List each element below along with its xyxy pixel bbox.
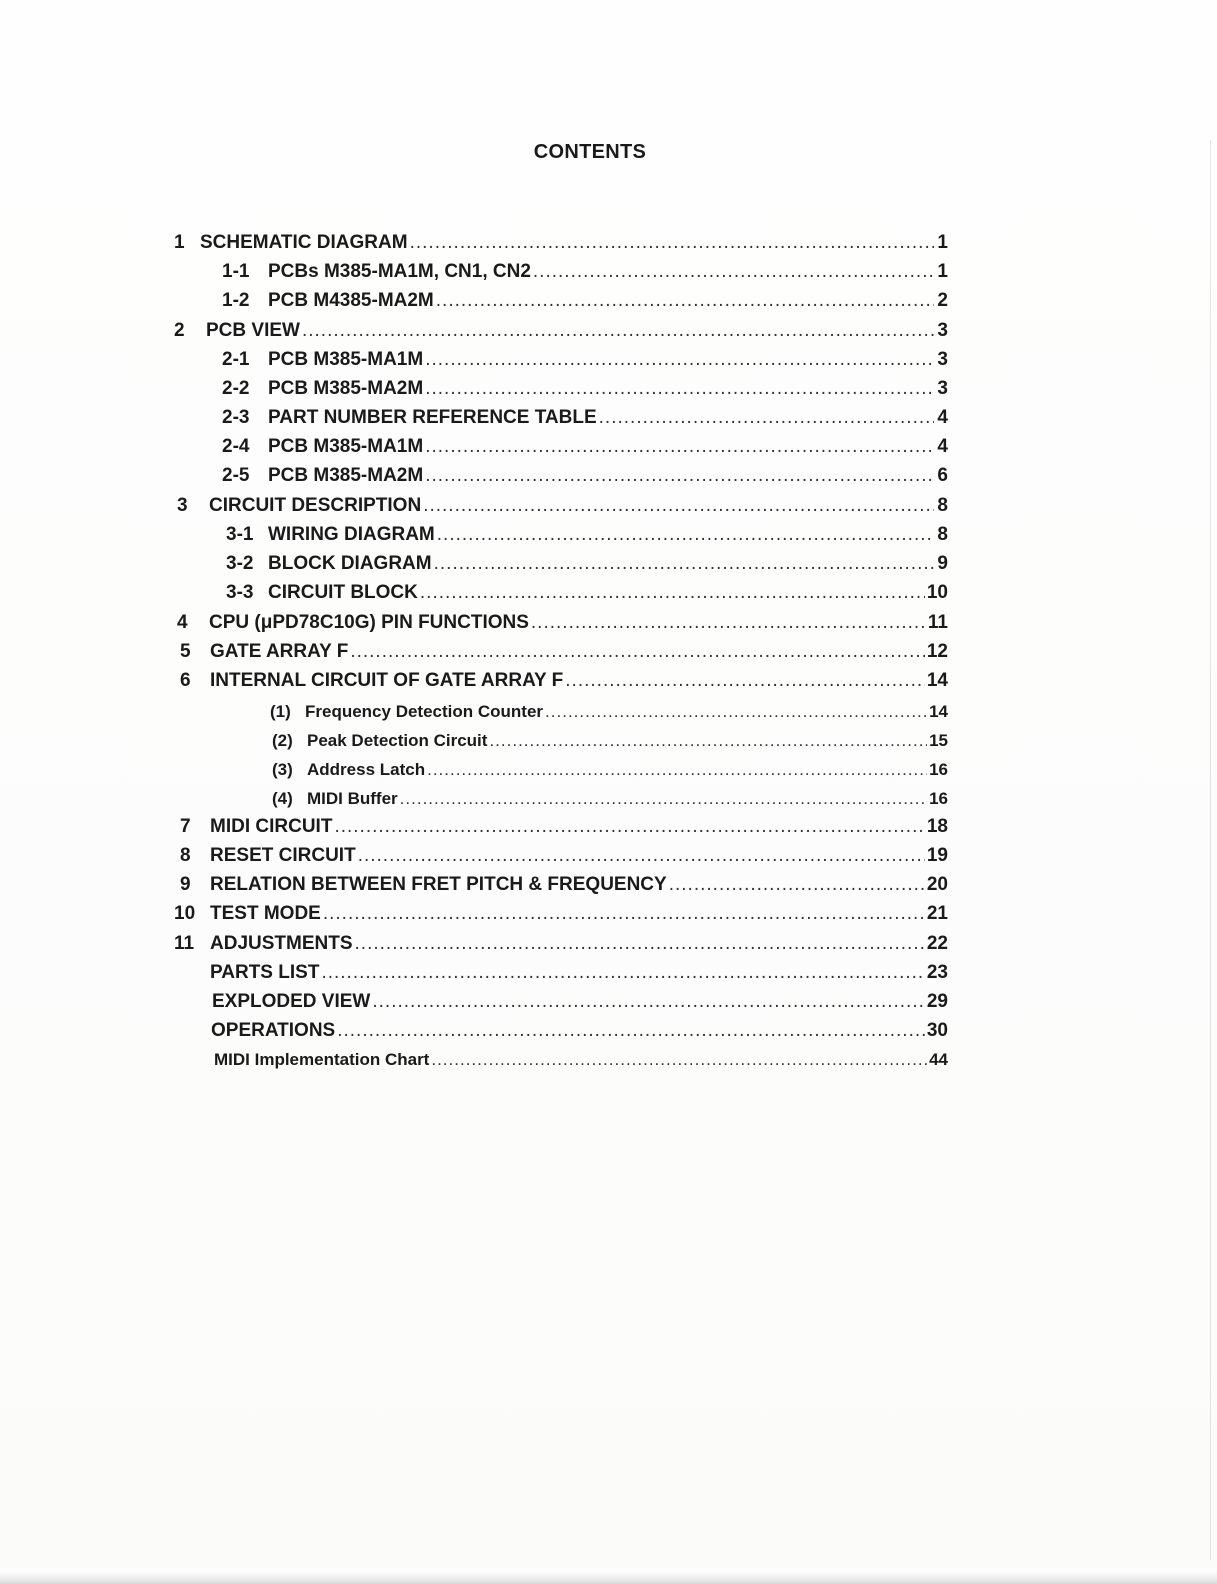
dot-leader [423,495,934,517]
toc-entry [222,261,948,283]
toc-entry-page: 16 [929,760,948,779]
toc-entry [226,582,948,604]
toc-entry-page: 12 [926,641,948,662]
toc-entry [174,933,948,955]
toc-entry-page: 8 [937,524,948,545]
dot-leader [350,641,925,663]
dot-leader [431,1049,927,1071]
toc-entry-page: 3 [937,349,948,370]
toc-entry-title: PCB M4385-MA2M [268,290,434,311]
toc-entry [180,874,948,896]
toc-entry-title: PARTS LIST [210,962,320,983]
toc-entry-title: PCB M385-MA1M [268,349,424,370]
toc-entry-title: INTERNAL CIRCUIT OF GATE ARRAY F [210,670,564,691]
dot-leader [358,845,925,867]
toc-entry [222,349,948,371]
toc-entry-number: 6 [180,670,191,691]
dot-leader [533,261,934,283]
toc-entry-page: 1 [937,261,948,282]
toc-entry-page: 3 [937,378,948,399]
page-bottom-edge [0,1570,1217,1584]
dot-leader [323,903,925,925]
dot-leader [355,933,925,955]
toc-entry-number: 2-2 [222,378,250,399]
toc-entry [272,730,948,752]
toc-entry-page: 30 [926,1020,948,1041]
toc-entry [180,641,948,663]
toc-entry [174,320,948,342]
toc-entry-number: 2-4 [222,436,250,457]
toc-entry-title: PCB M385-MA2M [268,465,424,486]
toc-entry [222,465,948,487]
toc-entry [222,378,948,400]
toc-entry-title: Frequency Detection Counter [305,702,544,721]
toc-entry-number: 2-1 [222,349,250,370]
toc-entry-page: 22 [926,933,948,954]
toc-entry-number: 9 [180,874,191,895]
toc-entry-page: 44 [929,1050,948,1069]
toc-entry-page: 20 [926,874,948,895]
toc-entry-title: PCB M385-MA2M [268,378,424,399]
dot-leader [669,874,925,896]
toc-entry-title: GATE ARRAY F [210,641,349,662]
dot-leader [425,436,934,458]
toc-entry-title: MIDI Buffer [307,789,398,808]
toc-entry-page: 10 [926,582,948,603]
page-title: CONTENTS [533,141,647,163]
dot-leader [410,232,934,254]
toc-entry-number: 2-3 [222,407,250,428]
toc-entry [180,670,948,692]
toc-entry-page: 19 [926,845,948,866]
toc-entry-title: PCBs M385-MA1M, CN1, CN2 [268,261,531,282]
dot-leader [400,788,927,810]
toc-entry [214,1049,948,1071]
toc-entry-title: CIRCUIT BLOCK [268,582,418,603]
toc-entry-title: RESET CIRCUIT [210,845,356,866]
toc-entry [270,701,948,723]
toc-entry-title: TEST MODE [210,903,321,924]
toc-entry-title: PART NUMBER REFERENCE TABLE [268,407,597,428]
toc-entry-title: PCB M385-MA1M [268,436,424,457]
toc-entry-title: ADJUSTMENTS [210,933,353,954]
toc-entry-page: 29 [926,991,948,1012]
toc-entry-page: 21 [926,903,948,924]
toc-entry-title: Address Latch [307,760,426,779]
toc-entry [222,436,948,458]
dot-leader [334,816,924,838]
toc-entry-title: PCB VIEW [206,320,300,341]
toc-entry-page: 16 [929,789,948,808]
toc-entry-number: (2) [272,731,293,750]
toc-entry [211,1020,948,1042]
toc-entry-page: 23 [926,962,948,983]
toc-entry-title: RELATION BETWEEN FRET PITCH & FREQUENCY [210,874,667,895]
toc-entry-number: 11 [174,933,195,954]
toc-entry-title: CIRCUIT DESCRIPTION [209,495,422,516]
toc-entry-page: 14 [929,702,948,721]
toc-entry [177,495,948,517]
toc-entry-number: 10 [174,903,196,924]
toc-entry-number: 2 [174,320,185,341]
toc-entry-page: 8 [937,495,948,516]
dot-leader [372,991,925,1013]
dot-leader [437,524,934,546]
toc-entry [177,612,948,634]
toc-entry-title: BLOCK DIAGRAM [268,553,432,574]
toc-entry [180,845,948,867]
dot-leader [434,553,934,575]
toc-entry [222,290,948,312]
toc-entry-number: (1) [270,702,291,721]
toc-entry-title: MIDI CIRCUIT [210,816,333,837]
toc-entry-number: 7 [180,816,191,837]
dot-leader [489,730,927,752]
toc-entry [212,991,948,1013]
toc-entry [272,759,948,781]
toc-entry-number: 1-2 [222,290,250,311]
toc-entry-number: (4) [272,789,293,808]
toc-entry-title: MIDI Implementation Chart [214,1050,430,1069]
dot-leader [436,290,934,312]
toc-entry-page: 1 [937,232,948,253]
toc-entry-page: 4 [937,436,948,457]
dot-leader [337,1020,925,1042]
toc-entry-title: CPU (μPD78C10G) PIN FUNCTIONS [209,612,529,633]
dot-leader [302,320,934,342]
toc-entry [226,524,948,546]
toc-entry-page: 3 [937,320,948,341]
toc-entry [222,407,948,429]
toc-entry-number: 4 [177,612,188,633]
toc-entry [210,962,948,984]
dot-leader [420,582,925,604]
toc-entry-number: 3 [177,495,188,516]
dot-leader [425,465,934,487]
toc-entry [174,232,948,254]
dot-leader [425,349,934,371]
toc-entry-page: 14 [926,670,948,691]
toc-entry-title: WIRING DIAGRAM [268,524,435,545]
toc-entry-title: OPERATIONS [211,1020,336,1041]
toc-entry-title: Peak Detection Circuit [307,731,488,750]
toc-entry-number: 5 [180,641,191,662]
toc-entry-number: 3-1 [226,524,254,545]
toc-entry-number: 1-1 [222,261,250,282]
toc-entry-page: 9 [937,553,948,574]
toc-entry [174,903,948,925]
toc-entry [226,553,948,575]
dot-leader [565,670,925,692]
toc-entry-page: 18 [926,816,948,837]
toc-entry [272,788,948,810]
dot-leader [531,612,926,634]
toc-entry-number: 8 [180,845,191,866]
dot-leader [545,701,927,723]
toc-entry-number: 3-2 [226,553,254,574]
dot-leader [321,962,924,984]
toc-entry [180,816,948,838]
toc-entry-number: 3-3 [226,582,254,603]
toc-entry-title: EXPLODED VIEW [212,991,371,1012]
toc-entry-page: 6 [937,465,948,486]
toc-entry-page: 15 [929,731,948,750]
toc-entry-page: 2 [937,290,948,311]
dot-leader [599,407,934,429]
toc-entry-page: 4 [937,407,948,428]
toc-entry-number: 2-5 [222,465,250,486]
toc-entry-number: 1 [174,232,185,253]
toc-entry-page: 11 [927,612,948,633]
dot-leader [425,378,934,400]
toc-entry-title: SCHEMATIC DIAGRAM [200,232,408,253]
toc-entry-number: (3) [272,760,293,779]
dot-leader [427,759,927,781]
